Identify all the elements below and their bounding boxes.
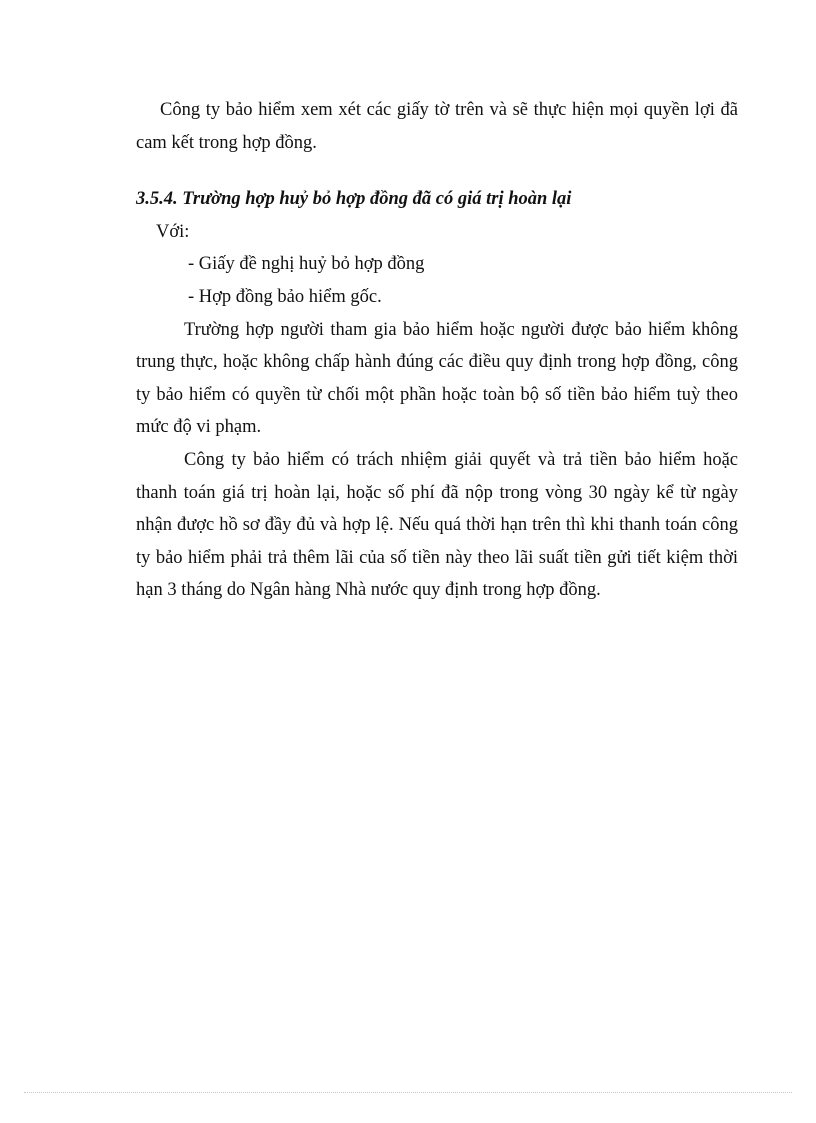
intro-paragraph: Công ty bảo hiểm xem xét các giấy tờ trên và sẽ thực hiện mọi quyền lợi đã cam kết trong hợp đồng. [136, 100, 738, 153]
list-item-original-contract: - Hợp đồng bảo hiểm gốc. [188, 286, 382, 307]
paragraph-dishonest-case: Trường hợp người tham gia bảo hiểm hoặc người được bảo hiểm không trung thực, hoặc không chấp hành đúng các điều quy định trong hợp đồng, công ty bảo hiểm có quyền từ chối một phần hoặc toàn bộ số tiền bảo hiểm tuỳ theo mức độ vi phạm. [136, 319, 738, 438]
list-item-cancel-request: - Giấy đề nghị huỷ bỏ hợp đồng [188, 254, 425, 275]
paragraph-payment-obligation: Công ty bảo hiểm có trách nhiệm giải quyết và trả tiền bảo hiểm hoặc thanh toán giá trị hoàn lại, hoặc số phí đã nộp trong vòng 30 ngày kể từ ngày nhận được hồ sơ đầy đủ và hợp lệ. Nếu quá thời hạn trên thì khi thanh toán công ty bảo hiểm phải trả thêm lãi của số tiền này theo lãi suất tiền gửi tiết kiệm thời hạn 3 tháng do Ngân hàng Nhà nước quy định trong hợp đồng. [136, 449, 738, 601]
with-label: Với: [156, 221, 190, 242]
document-body [136, 94, 738, 607]
section-heading: 3.5.4. Trường hợp huỷ bỏ hợp đồng đã có giá trị hoàn lại [136, 189, 572, 210]
page-bottom-divider [24, 1092, 792, 1093]
